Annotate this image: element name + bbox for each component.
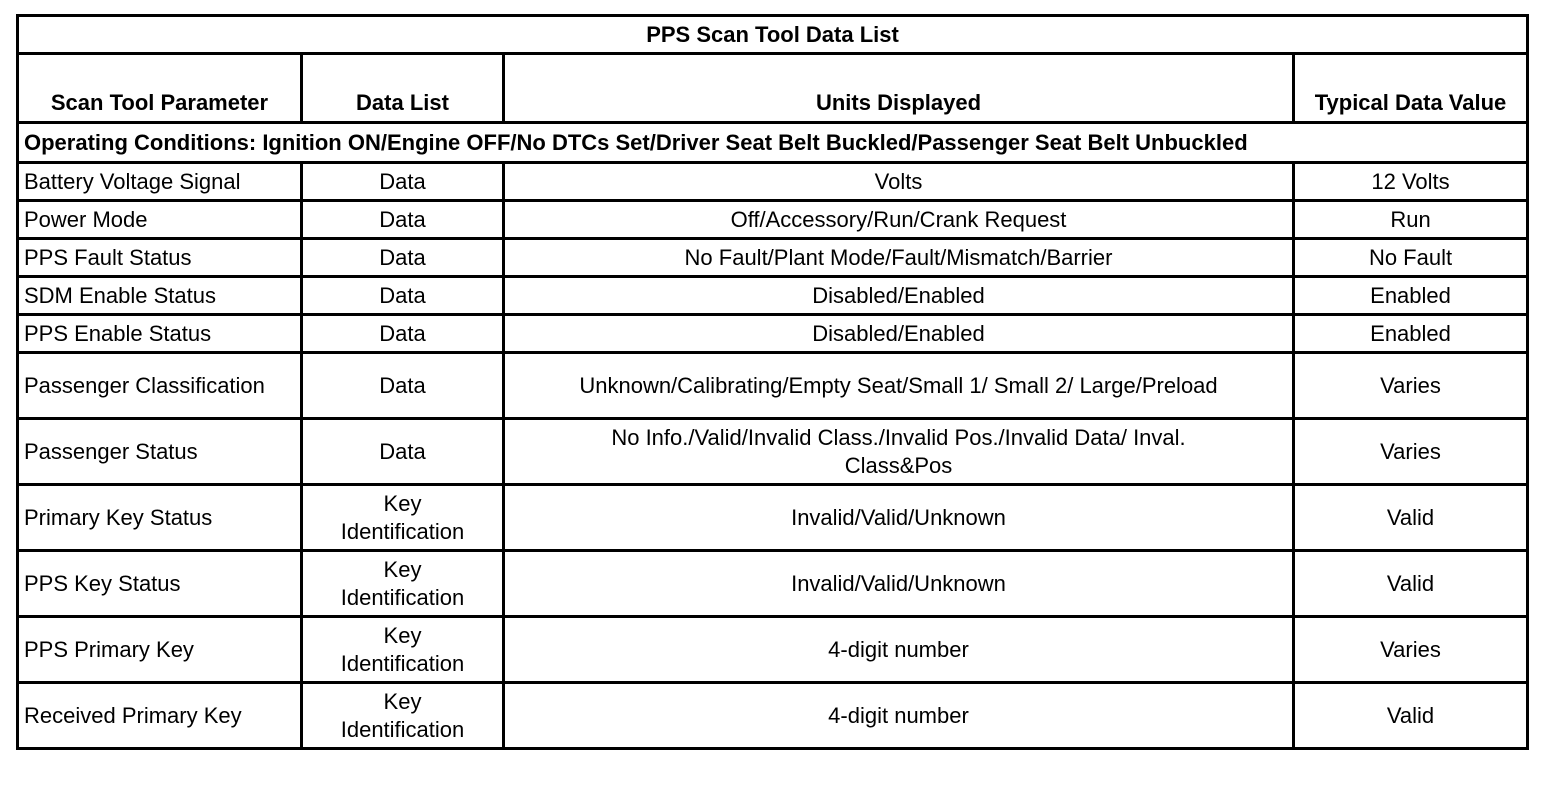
parameter-cell: Passenger Classification bbox=[18, 353, 302, 419]
units-cell: Invalid/Valid/Unknown bbox=[504, 485, 1294, 551]
operating-conditions-row bbox=[18, 123, 1528, 163]
parameter-cell: Battery Voltage Signal bbox=[18, 163, 302, 201]
data-list-cell: Data bbox=[302, 277, 504, 315]
table-row bbox=[18, 239, 1528, 277]
units-cell: 4-digit number bbox=[504, 617, 1294, 683]
units-cell: Volts bbox=[504, 163, 1294, 201]
data-list-cell: Key Identification bbox=[302, 617, 504, 683]
table-row bbox=[18, 551, 1528, 617]
header-row bbox=[18, 54, 1528, 123]
header-units: Units Displayed bbox=[504, 54, 1294, 123]
parameter-cell: PPS Primary Key bbox=[18, 617, 302, 683]
parameter-cell: Power Mode bbox=[18, 201, 302, 239]
typical-value-cell: Varies bbox=[1294, 617, 1528, 683]
data-list-cell: Data bbox=[302, 419, 504, 485]
units-cell: No Fault/Plant Mode/Fault/Mismatch/Barrier bbox=[504, 239, 1294, 277]
units-cell: Disabled/Enabled bbox=[504, 277, 1294, 315]
data-list-cell: Data bbox=[302, 239, 504, 277]
parameter-cell: PPS Key Status bbox=[18, 551, 302, 617]
data-list-cell: Key Identification bbox=[302, 485, 504, 551]
typical-value-cell: Varies bbox=[1294, 353, 1528, 419]
table-row bbox=[18, 163, 1528, 201]
parameter-cell: Received Primary Key bbox=[18, 683, 302, 749]
header-parameter: Scan Tool Parameter bbox=[18, 54, 302, 123]
parameter-cell: Primary Key Status bbox=[18, 485, 302, 551]
data-list-cell: Data bbox=[302, 163, 504, 201]
typical-value-cell: Enabled bbox=[1294, 277, 1528, 315]
data-list-cell: Data bbox=[302, 353, 504, 419]
data-list-cell: Key Identification bbox=[302, 683, 504, 749]
typical-value-cell: No Fault bbox=[1294, 239, 1528, 277]
parameter-cell: PPS Fault Status bbox=[18, 239, 302, 277]
typical-value-cell: Valid bbox=[1294, 551, 1528, 617]
units-cell: 4-digit number bbox=[504, 683, 1294, 749]
title-row bbox=[18, 16, 1528, 54]
table-title: PPS Scan Tool Data List bbox=[18, 16, 1528, 54]
table-row bbox=[18, 617, 1528, 683]
typical-value-cell: Varies bbox=[1294, 419, 1528, 485]
header-typical-value: Typical Data Value bbox=[1294, 54, 1528, 123]
table-row bbox=[18, 419, 1528, 485]
parameter-cell: Passenger Status bbox=[18, 419, 302, 485]
typical-value-cell: Enabled bbox=[1294, 315, 1528, 353]
operating-conditions: Operating Conditions: Ignition ON/Engine OFF/No DTCs Set/Driver Seat Belt Buckled/Passenger Seat Belt Unbuckled bbox=[18, 123, 1528, 163]
parameter-cell: SDM Enable Status bbox=[18, 277, 302, 315]
units-cell: Unknown/Calibrating/Empty Seat/Small 1/ Small 2/ Large/Preload bbox=[504, 353, 1294, 419]
table-row bbox=[18, 315, 1528, 353]
typical-value-cell: Valid bbox=[1294, 485, 1528, 551]
units-cell: Disabled/Enabled bbox=[504, 315, 1294, 353]
data-list-cell: Key Identification bbox=[302, 551, 504, 617]
table-row bbox=[18, 353, 1528, 419]
units-cell: Invalid/Valid/Unknown bbox=[504, 551, 1294, 617]
table-row bbox=[18, 277, 1528, 315]
data-list-cell: Data bbox=[302, 315, 504, 353]
typical-value-cell: 12 Volts bbox=[1294, 163, 1528, 201]
table-row bbox=[18, 201, 1528, 239]
table-row bbox=[18, 683, 1528, 749]
data-list-cell: Data bbox=[302, 201, 504, 239]
pps-data-table bbox=[16, 14, 1529, 750]
typical-value-cell: Valid bbox=[1294, 683, 1528, 749]
table-row bbox=[18, 485, 1528, 551]
units-cell: Off/Accessory/Run/Crank Request bbox=[504, 201, 1294, 239]
typical-value-cell: Run bbox=[1294, 201, 1528, 239]
units-cell: No Info./Valid/Invalid Class./Invalid Pos./Invalid Data/ Inval. Class&Pos bbox=[504, 419, 1294, 485]
parameter-cell: PPS Enable Status bbox=[18, 315, 302, 353]
header-data-list: Data List bbox=[302, 54, 504, 123]
